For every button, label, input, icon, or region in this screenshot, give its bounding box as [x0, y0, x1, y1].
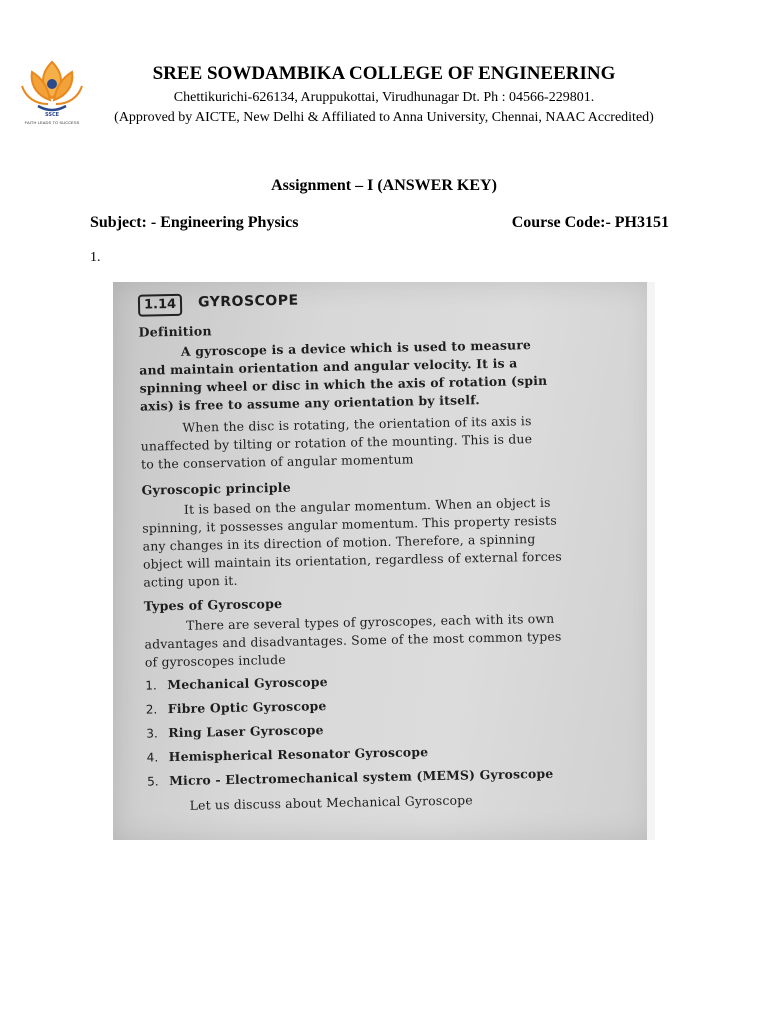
list-number: 1. [145, 678, 157, 693]
definition-line: and maintain orientation and angular velocity. It is a [139, 355, 518, 378]
section-number: 1.14 [138, 294, 182, 317]
definition-title: Definition [138, 323, 212, 340]
list-item: Mechanical Gyroscope [167, 674, 328, 693]
college-name: SREE SOWDAMBIKA COLLEGE OF ENGINEERING [152, 63, 616, 84]
types-line: There are several types of gyroscopes, each with its own [186, 610, 555, 633]
principle-line: object will maintain its orientation, regardless of external forces [142, 548, 562, 572]
paragraph-line: to the conservation of angular momentum [140, 451, 414, 472]
types-line: advantages and disadvantages. Some of the most common types [144, 628, 562, 652]
list-number: 3. [146, 726, 158, 741]
list-item: Hemispherical Resonator Gyroscope [168, 744, 429, 765]
course-code: Course Code:- PH3151 [511, 214, 669, 231]
list-number: 4. [146, 750, 159, 765]
principle-line: acting upon it. [143, 572, 238, 590]
subject-label: Subject: - Engineering Physics [90, 214, 299, 231]
page-edge [647, 282, 655, 840]
list-item: Ring Laser Gyroscope [168, 722, 324, 741]
list-number: 5. [147, 774, 159, 789]
types-title: Types of Gyroscope [143, 595, 283, 614]
definition-line: axis) is free to assume any orientation by itself. [139, 392, 480, 414]
logo-tagline: FAITH LEADS TO SUCCESS [24, 120, 80, 125]
paragraph-line: When the disc is rotating, the orientation of its axis is [182, 413, 532, 435]
svg-text:SSCE: SSCE [44, 112, 60, 118]
list-item: Micro - Electromechanical system (MEMS) Gyroscope [169, 765, 554, 789]
definition-line: spinning wheel or disc in which the axis of rotation (spin [139, 372, 548, 396]
list-item: Fibre Optic Gyroscope [167, 698, 327, 717]
list-number: 2. [145, 702, 158, 717]
principle-line: It is based on the angular momentum. When an object is [183, 494, 551, 517]
definition-line: A gyroscope is a device which is used to measure [180, 337, 532, 359]
question-number: 1. [90, 250, 101, 265]
textbook-page [113, 282, 655, 840]
principle-line: any changes in its direction of motion. Therefore, a spinning [142, 531, 536, 554]
textbook-photo [113, 282, 655, 840]
principle-line: spinning, it possesses angular momentum. This property resists [142, 512, 557, 536]
types-line: of gyroscopes include [144, 651, 286, 670]
principle-title: Gyroscopic principle [141, 479, 292, 498]
closing-line: Let us discuss about Mechanical Gyroscope [189, 792, 474, 813]
college-address: Chettikurichi-626134, Aruppukottai, Virudhunagar Dt. Ph : 04566-229801. [173, 90, 595, 105]
approval-line: (Approved by AICTE, New Delhi & Affiliated to Anna University, Chennai, NAAC Accredited) [114, 110, 654, 125]
assignment-title: Assignment – I (ANSWER KEY) [271, 177, 497, 194]
section-heading: GYROSCOPE [197, 292, 299, 311]
paragraph-line: unaffected by tilting or rotation of the mounting. This is due [140, 431, 533, 454]
